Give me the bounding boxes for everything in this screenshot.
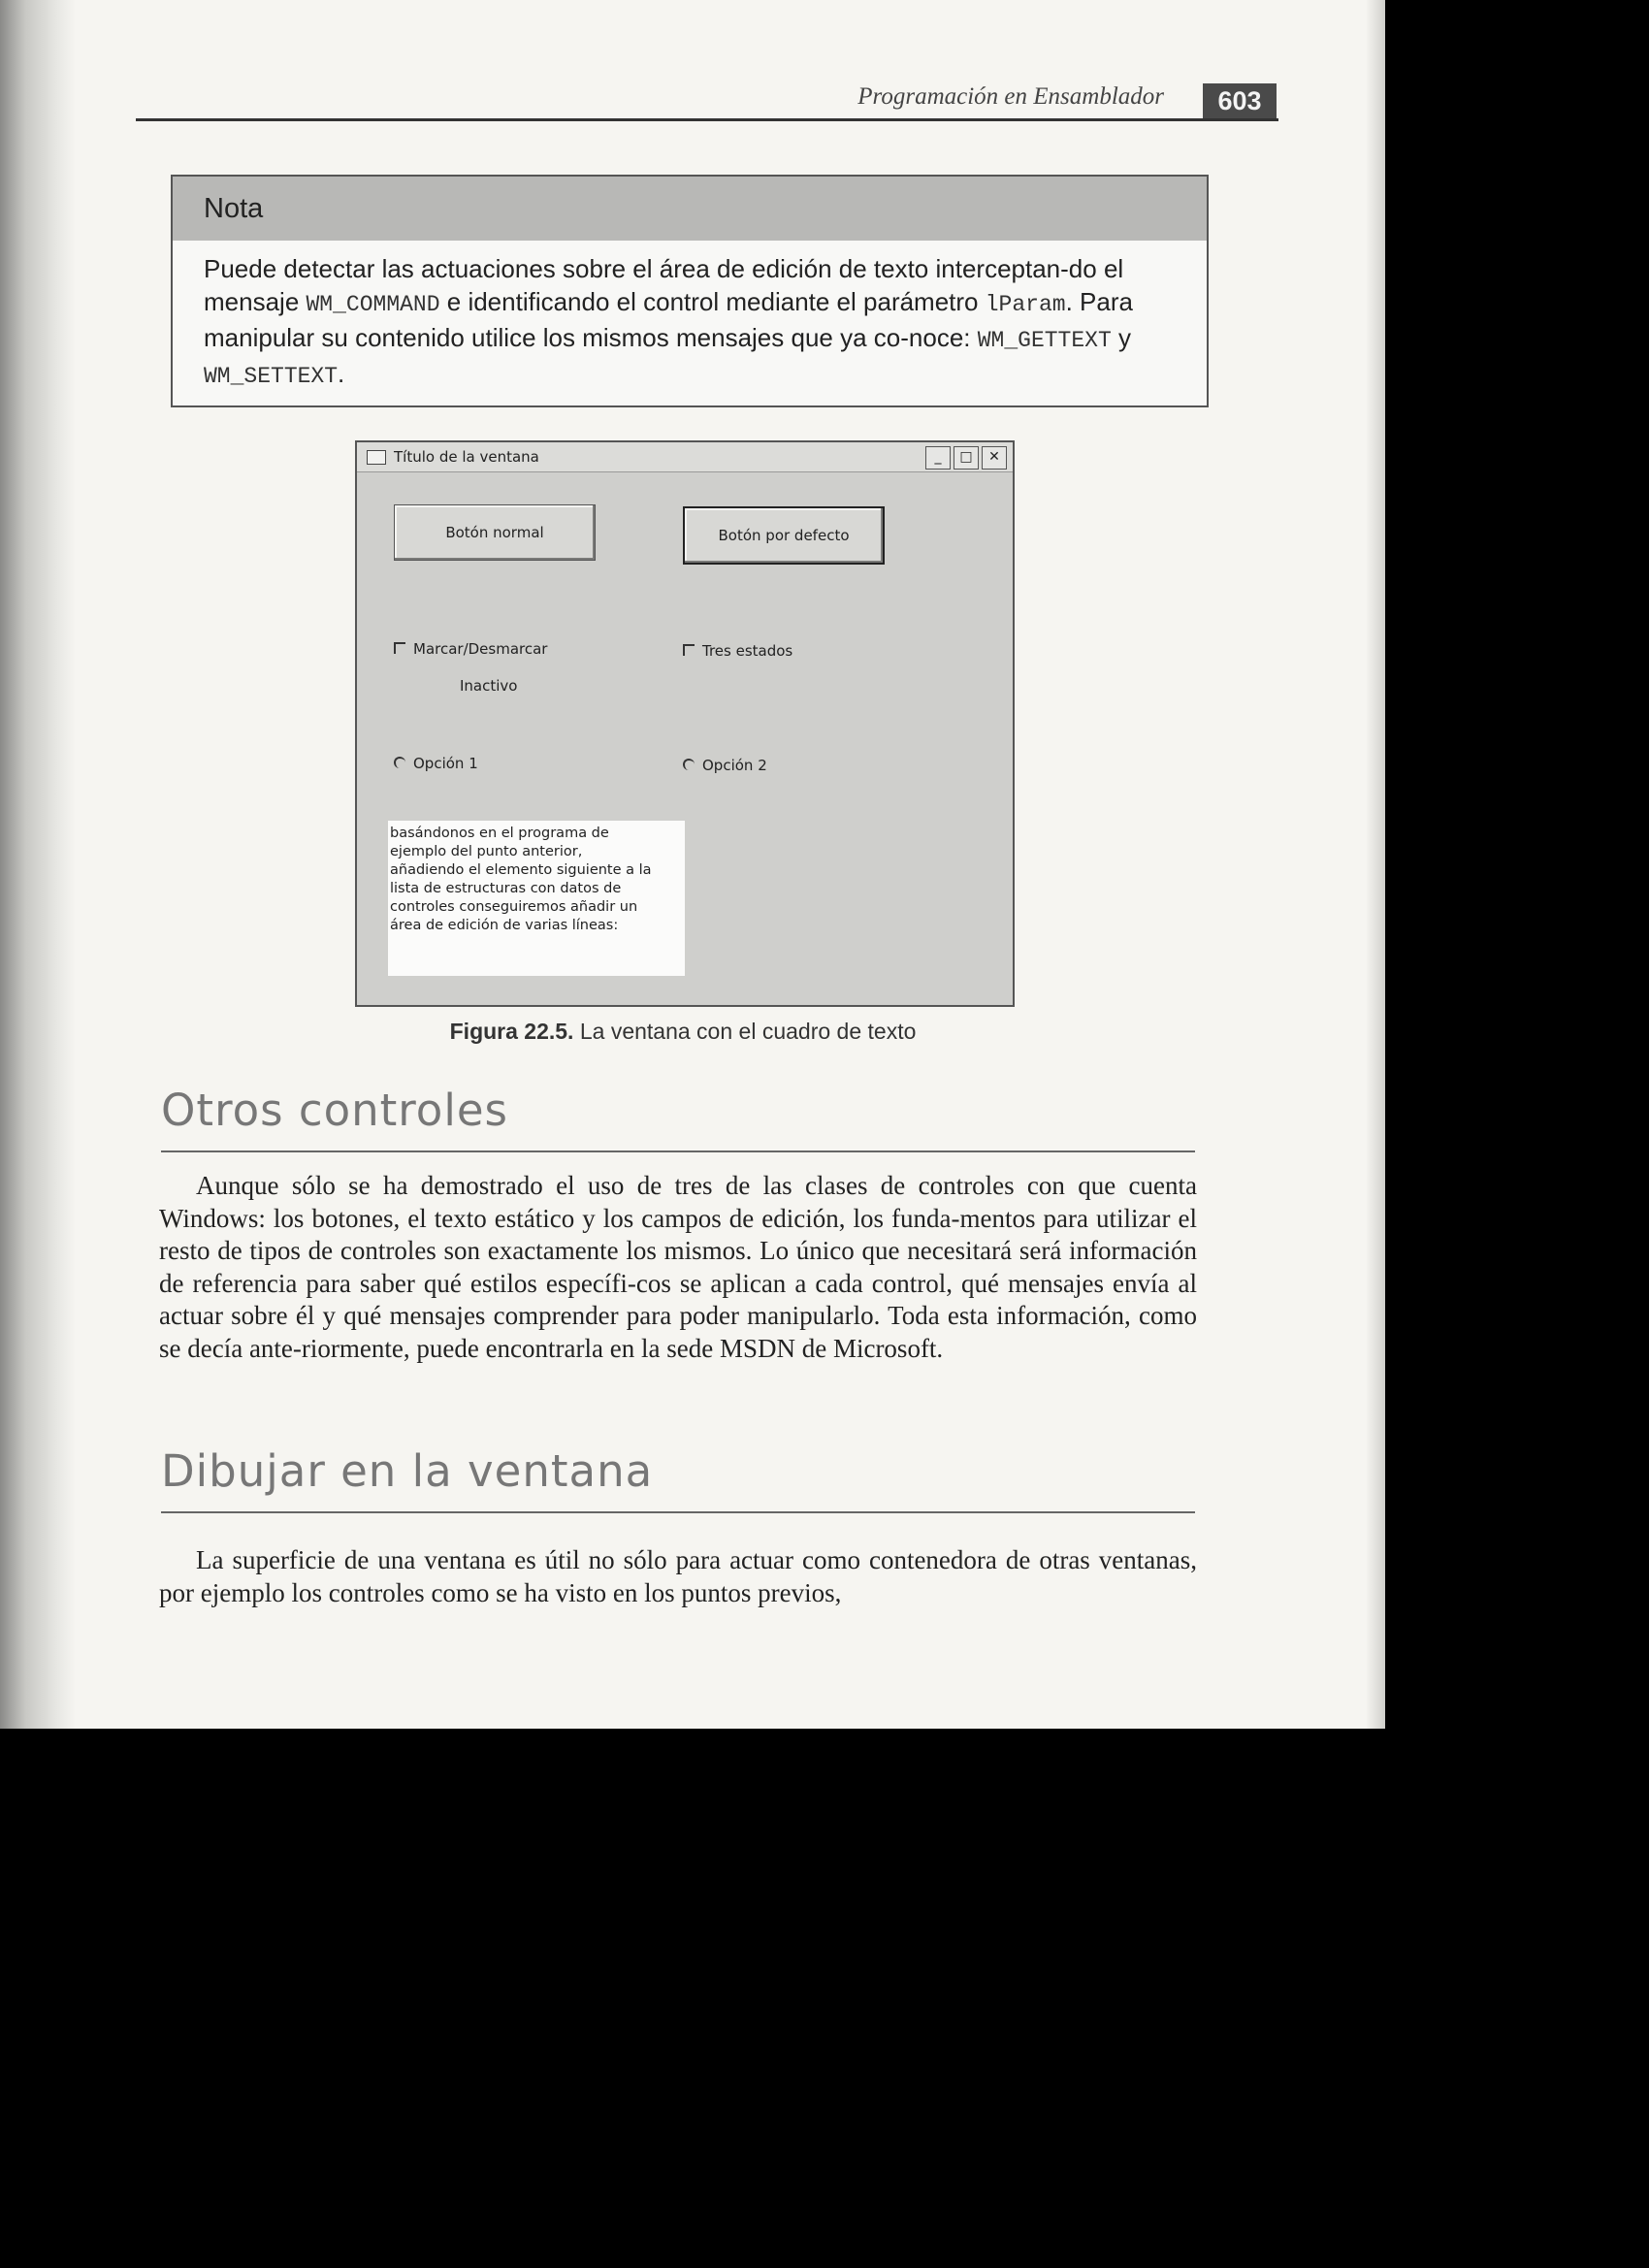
checkbox-label: Marcar/Desmarcar (413, 640, 548, 658)
edit-line: controles conseguiremos añadir un (390, 899, 638, 915)
window-icon (367, 450, 386, 465)
section-heading-otros-controles: Otros controles (161, 1085, 508, 1136)
checkbox-icon (683, 644, 695, 656)
edit-line: ejemplo del punto anterior, (390, 844, 583, 859)
section-paragraph (159, 1544, 1197, 1609)
section-rule (161, 1150, 1195, 1152)
note-code: WM_COMMAND (306, 292, 440, 317)
edit-line: lista de estructuras con datos de (390, 881, 622, 896)
static-inactive: Inactivo (460, 677, 518, 695)
checkbox-icon (394, 642, 405, 654)
figure-window-screenshot (355, 440, 1015, 1007)
checkbox-mark (394, 640, 547, 658)
paragraph-text: Aunque sólo se ha demostrado el uso de tres de las clases de controles con que cuenta Windows: los botones, el texto estático y los campos de edición, los funda-mentos para utilizar el resto de tipos de controles son exactamente los mismos. Lo único que necesitará será información de referencia para saber qué estilos específi-cos se aplican a cada control, qué mensajes envía al actuar sobre él y qué mensajes comprender para poder manipularlo. Toda esta información, como se decía ante-riormente, puede encontrarla en la sede MSDN de Microsoft. (159, 1171, 1197, 1363)
note-text: . Para manipular su contenido utilice los mismos mensajes que ya co-noce: (204, 287, 1133, 352)
note-body (173, 241, 1207, 393)
header-rule (136, 118, 1278, 121)
paragraph-text: La superficie de una ventana es útil no sólo para actuar como contenedora de otras ventanas, por ejemplo los controles como se ha visto en los puntos previos, (159, 1545, 1197, 1607)
figure-caption (355, 1019, 1011, 1045)
note-heading: Nota (173, 177, 1207, 241)
radio-label: Opción 1 (413, 755, 478, 772)
section-rule (161, 1511, 1195, 1513)
checkbox-three-state (683, 642, 792, 660)
note-code: WM_GETTEXT (977, 328, 1112, 353)
radio-icon (394, 757, 405, 768)
radio-icon (683, 759, 695, 770)
radio-option-1 (394, 755, 478, 772)
checkbox-label: Tres estados (702, 642, 793, 660)
running-header: Programación en Ensamblador (857, 83, 1164, 110)
window-titlebar (357, 442, 1013, 472)
page-number: 603 (1203, 83, 1277, 118)
note-text: . (338, 359, 345, 388)
button-default: Botón por defecto (683, 506, 885, 565)
maximize-icon: □ (954, 446, 979, 470)
page-gutter-shadow (0, 0, 76, 1729)
section-heading-dibujar: Dibujar en la ventana (161, 1445, 654, 1497)
note-code: lParam (985, 292, 1066, 317)
edit-line: área de edición de varias líneas: (390, 918, 619, 933)
figure-label: Figura 22.5. (449, 1019, 574, 1044)
note-text: e identificando el control mediante el parámetro (439, 287, 986, 316)
note-text: y (1111, 323, 1131, 352)
edit-line: añadiendo el elemento siguiente a la (390, 862, 652, 878)
radio-label: Opción 2 (702, 757, 767, 774)
radio-option-2 (683, 757, 767, 774)
window-controls (922, 446, 1007, 470)
note-text: Puede detectar las actuaciones sobre el área de edición de texto interceptan-do el mensaje (204, 254, 1124, 316)
figure-caption-text: La ventana con el cuadro de texto (573, 1019, 917, 1044)
edit-line: basándonos en el programa de (390, 826, 609, 841)
page-edge-shadow (1366, 0, 1385, 1729)
minimize-icon: _ (925, 446, 951, 470)
button-normal: Botón normal (394, 504, 596, 561)
close-icon: ✕ (982, 446, 1007, 470)
note-box (171, 175, 1209, 407)
section-paragraph (159, 1170, 1197, 1366)
window-title: Título de la ventana (394, 448, 539, 466)
multiline-edit-area (388, 821, 685, 976)
note-code: WM_SETTEXT (204, 364, 339, 389)
